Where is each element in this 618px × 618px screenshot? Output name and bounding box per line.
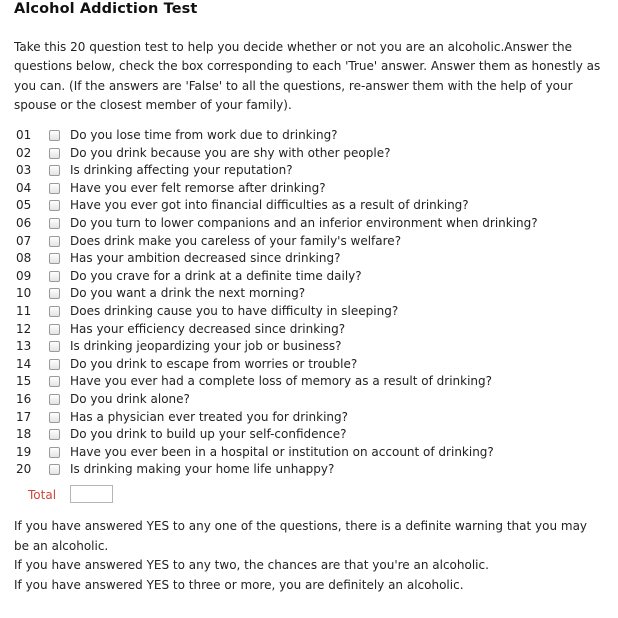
- question-checkbox[interactable]: [49, 130, 60, 141]
- question-text: Does drink make you careless of your family's welfare?: [70, 233, 402, 248]
- question-text: Have you ever been in a hospital or institution on account of drinking?: [70, 444, 494, 459]
- question-number: 16: [16, 391, 32, 406]
- question-checkbox[interactable]: [49, 165, 60, 176]
- results-section: [14, 517, 604, 595]
- question-checkbox[interactable]: [49, 341, 60, 352]
- question-row: [14, 127, 604, 145]
- question-checkbox[interactable]: [49, 464, 60, 475]
- question-number: 01: [16, 128, 32, 142]
- question-text: Has your ambition decreased since drinking?: [70, 251, 341, 266]
- question-row: [14, 409, 604, 427]
- question-checkbox[interactable]: [49, 412, 60, 423]
- question-checkbox[interactable]: [49, 183, 60, 194]
- question-number: 10: [16, 286, 32, 301]
- question-row: [14, 391, 604, 409]
- question-text: Do you crave for a drink at a definite time daily?: [70, 268, 362, 283]
- question-row: [14, 303, 604, 321]
- question-checkbox[interactable]: [49, 236, 60, 247]
- question-text: Is drinking making your home life unhappy?: [70, 462, 335, 477]
- question-checkbox[interactable]: [49, 394, 60, 405]
- question-checkbox[interactable]: [49, 376, 60, 387]
- question-row: [14, 197, 604, 215]
- question-text: Have you ever felt remorse after drinking?: [70, 180, 326, 195]
- question-number: 18: [16, 427, 32, 442]
- question-text: Have you ever had a complete loss of memory as a result of drinking?: [70, 374, 493, 389]
- question-number: 06: [16, 215, 32, 230]
- total-label: Total: [28, 488, 57, 502]
- question-row: [14, 215, 604, 233]
- question-number: 11: [16, 303, 32, 318]
- question-number: 08: [16, 251, 32, 266]
- question-number: 12: [16, 321, 32, 336]
- question-text: Is drinking jeopardizing your job or business?: [70, 339, 342, 354]
- question-row: [14, 285, 604, 303]
- intro-text: Take this 20 question test to help you decide whether or not you are an alcoholic.Answer the questions below, check the box corresponding to each 'True' answer. Answer them as honestly as you can. (If the answers are 'False' to all the questions, re-answer them with the help of your spouse or the closest member of your family).: [14, 40, 601, 112]
- question-row: [14, 426, 604, 444]
- result-two-yes: If you have answered YES to any two, the chances are that you're an alcoholic.: [14, 558, 489, 572]
- question-row: [14, 250, 604, 268]
- question-number: 19: [16, 444, 32, 459]
- question-number: 04: [16, 180, 32, 195]
- question-row: [14, 373, 604, 391]
- question-checkbox[interactable]: [49, 148, 60, 159]
- question-number: 02: [16, 145, 32, 160]
- question-text: Does drinking cause you to have difficulty in sleeping?: [70, 303, 399, 318]
- question-text: Do you want a drink the next morning?: [70, 286, 306, 301]
- question-row: [14, 356, 604, 374]
- question-row: [14, 321, 604, 339]
- question-checkbox[interactable]: [49, 429, 60, 440]
- question-number: 17: [16, 409, 32, 424]
- question-row: [14, 233, 604, 251]
- question-text: Has your efficiency decreased since drinking?: [70, 321, 346, 336]
- question-row: [14, 444, 604, 462]
- question-number: 05: [16, 198, 32, 213]
- total-field[interactable]: [70, 485, 113, 503]
- question-text: Is drinking affecting your reputation?: [70, 163, 293, 178]
- question-text: Do you drink to build up your self-confidence?: [70, 427, 347, 442]
- question-row: [14, 145, 604, 163]
- question-number: 20: [16, 462, 32, 477]
- question-row: [14, 268, 604, 286]
- question-row: [14, 180, 604, 198]
- question-number: 07: [16, 233, 32, 248]
- question-checkbox[interactable]: [49, 218, 60, 229]
- question-text: Do you lose time from work due to drinking?: [70, 128, 338, 142]
- question-number: 09: [16, 268, 32, 283]
- question-text: Do you drink to escape from worries or trouble?: [70, 356, 358, 371]
- question-number: 15: [16, 374, 32, 389]
- question-checkbox[interactable]: [49, 359, 60, 370]
- question-number: 03: [16, 163, 32, 178]
- question-checkbox[interactable]: [49, 253, 60, 264]
- question-text: Do you drink alone?: [70, 391, 190, 406]
- question-number: 13: [16, 339, 32, 354]
- question-checkbox[interactable]: [49, 200, 60, 211]
- question-checkbox[interactable]: [49, 324, 60, 335]
- question-list: [14, 127, 604, 479]
- question-checkbox[interactable]: [49, 306, 60, 317]
- question-row: [14, 461, 604, 479]
- result-three-yes: If you have answered YES to three or more, you are definitely an alcoholic.: [14, 577, 464, 592]
- question-text: Do you drink because you are shy with other people?: [70, 145, 391, 160]
- result-one-yes: If you have answered YES to any one of the questions, there is a definite warning that you may be an alcoholic.: [14, 519, 588, 553]
- question-text: Have you ever got into financial difficulties as a result of drinking?: [70, 198, 469, 213]
- question-text: Has a physician ever treated you for drinking?: [70, 409, 349, 424]
- page-title: Alcohol Addiction Test: [14, 1, 198, 17]
- question-number: 14: [16, 356, 32, 371]
- question-row: [14, 162, 604, 180]
- question-text: Do you turn to lower companions and an inferior environment when drinking?: [70, 215, 538, 230]
- question-checkbox[interactable]: [49, 447, 60, 458]
- question-row: [14, 338, 604, 356]
- question-checkbox[interactable]: [49, 271, 60, 282]
- question-checkbox[interactable]: [49, 288, 60, 299]
